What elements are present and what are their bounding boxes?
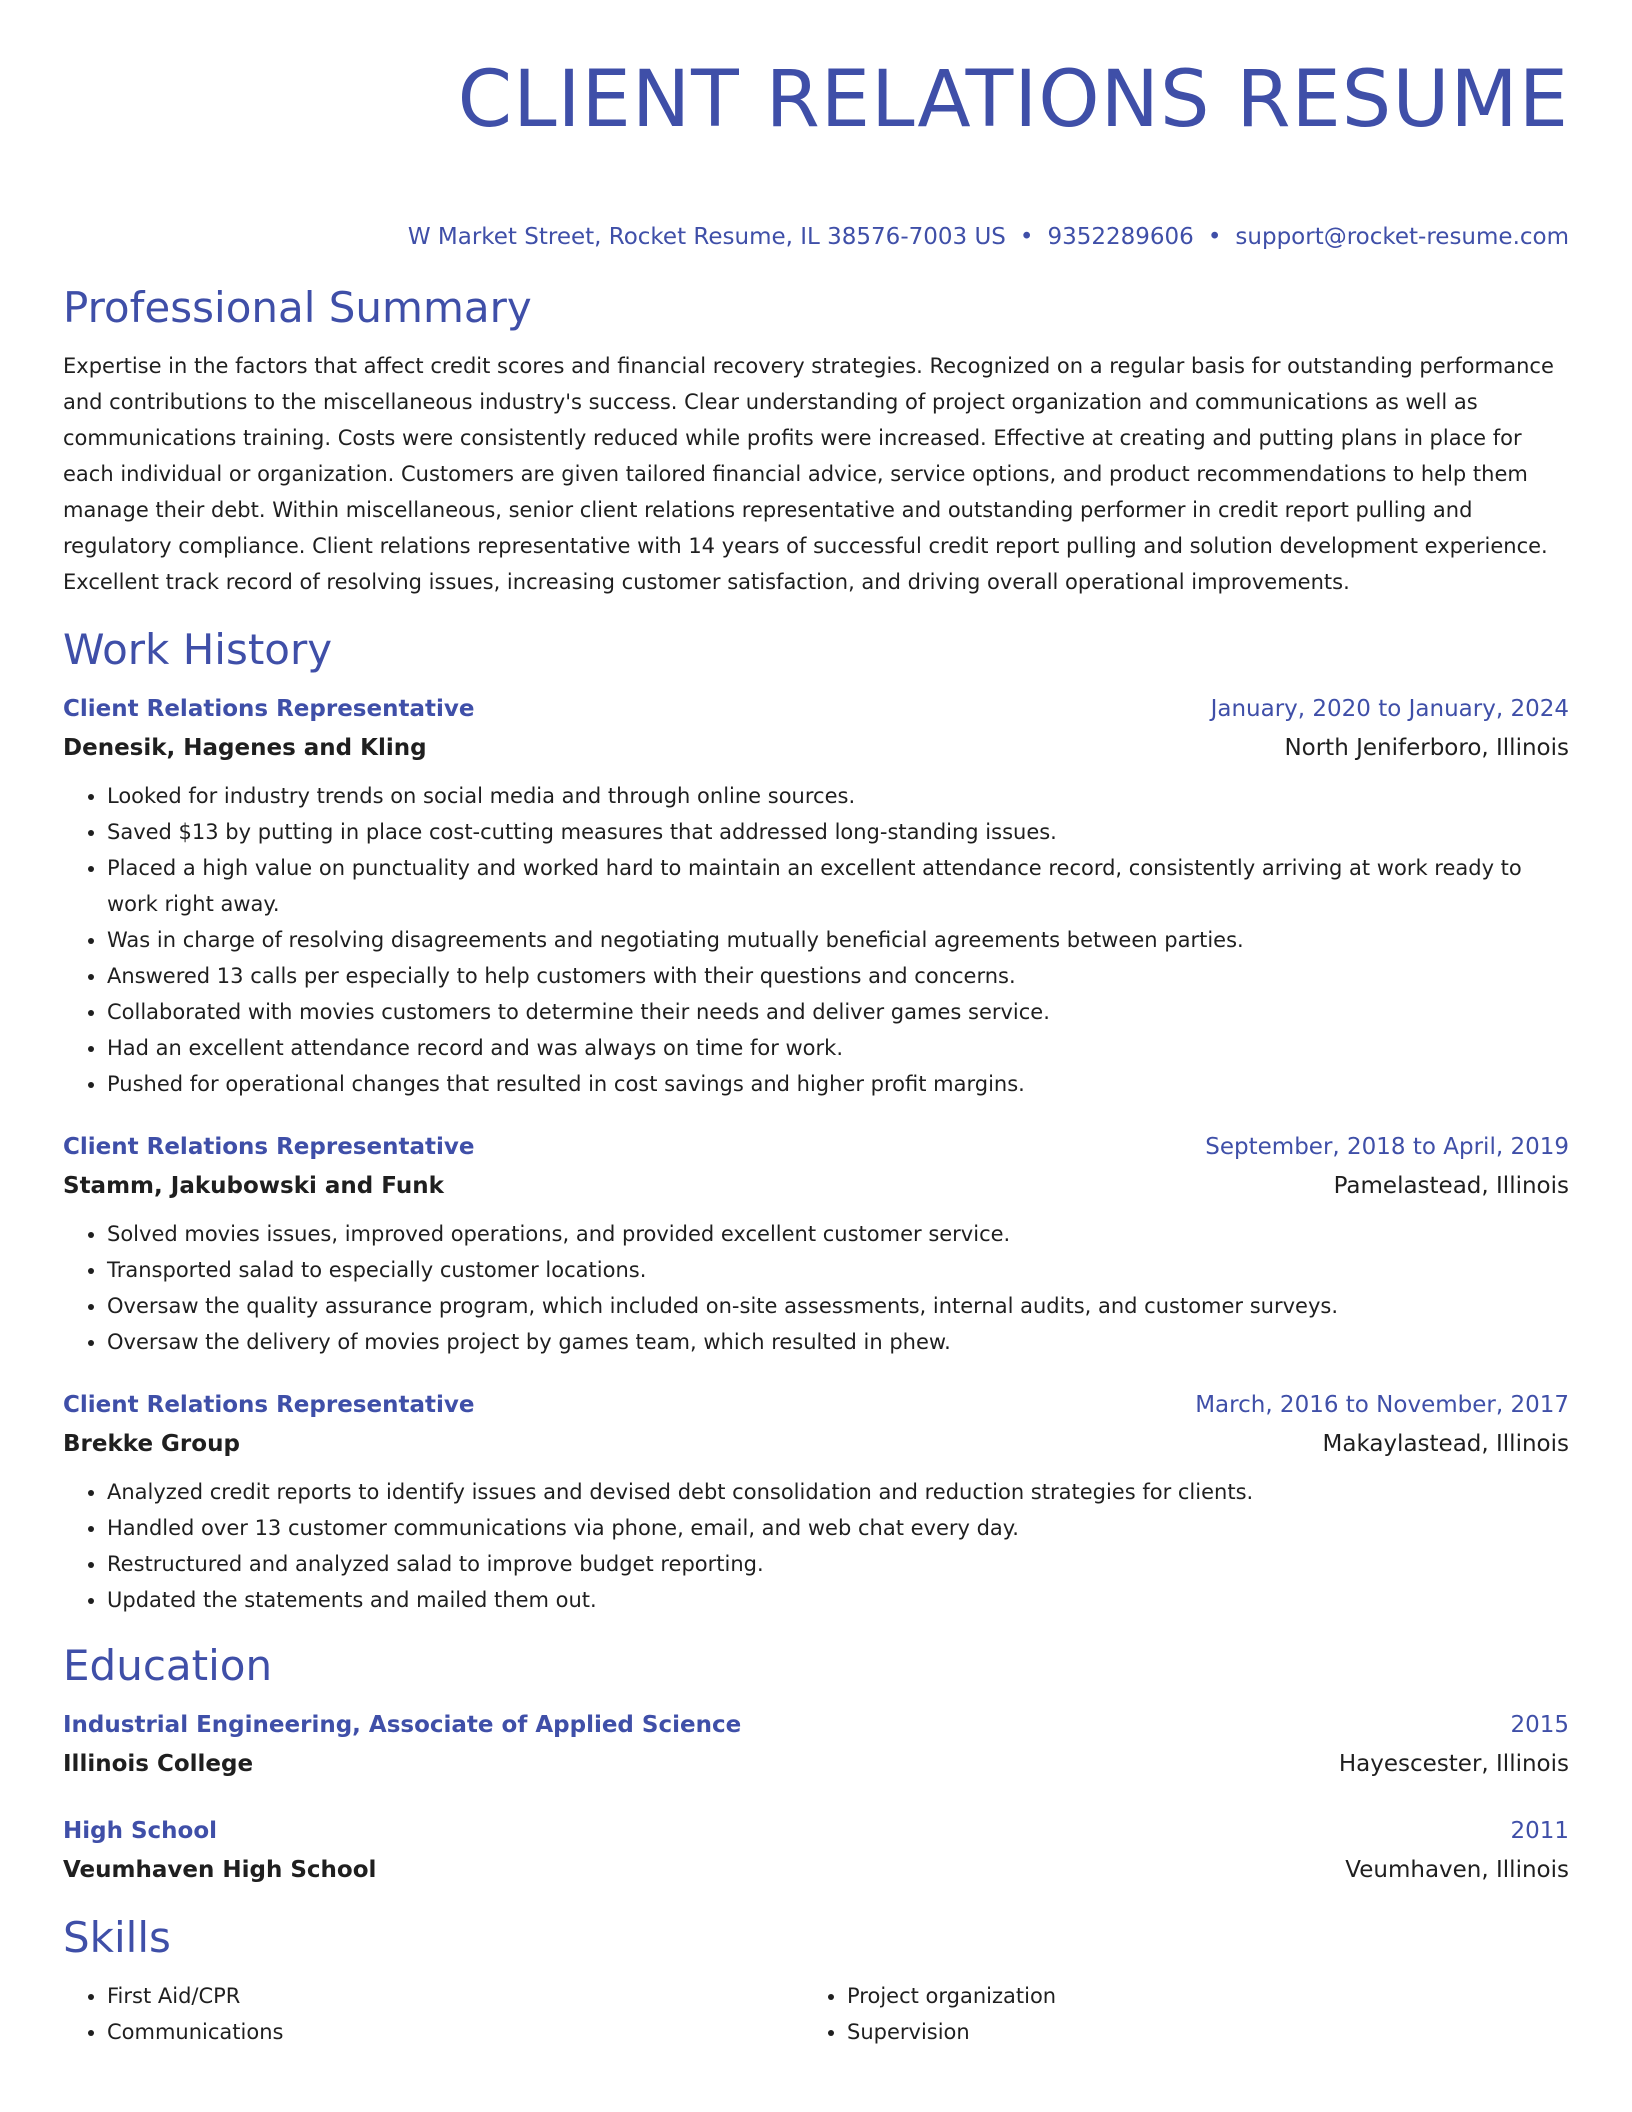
contact-line — [63, 222, 1569, 252]
education-school: Illinois College — [63, 1751, 254, 1777]
work-history-section — [63, 624, 1569, 1618]
contact-separator: • — [1207, 224, 1222, 250]
education-location: Hayescester, Illinois — [1338, 1751, 1569, 1777]
job-entry — [63, 1128, 1569, 1360]
education-entry — [63, 1706, 1569, 1784]
summary-text: Expertise in the factors that affect credit scores and financial recovery strategies. Recognized on a regular basis for outstanding performance and contributions to the miscellaneous industry's success. Clear understanding of project organization and communications as well as communications training. Costs were consistently reduced while profits were increased. Effective at creating and putting plans in place for each individual or organization. Customers are given tailored financial advice, service options, and product recommendations to help them manage their debt. Within miscellaneous, senior client relations representative and outstanding performer in credit report pulling and regulatory compliance. Client relations representative with 14 years of successful credit report pulling and solution development experience. Excellent track record of resolving issues, increasing customer satisfaction, and driving overall operational improvements. — [63, 354, 1554, 594]
job-role: Client Relations Representative — [63, 1134, 475, 1160]
job-company: Stamm, Jakubowski and Funk — [63, 1173, 444, 1199]
skills-columns — [63, 1978, 1569, 2050]
job-bullets — [63, 1474, 1569, 1618]
job-bullet: • Looked for industry trends on social media and through online sources. — [107, 778, 1569, 814]
job-bullets — [63, 1216, 1569, 1360]
skills-list-left — [63, 1978, 803, 2050]
job-location: Pamelastead, Illinois — [1333, 1173, 1569, 1199]
section-title-education: Education — [63, 1641, 273, 1690]
summary-section — [63, 282, 1569, 600]
job-bullet: • Handled over 13 customer communications via phone, email, and web chat every day. — [107, 1510, 1569, 1546]
job-bullet: • Saved $13 by putting in place cost-cutting measures that addressed long-standing issues. — [107, 814, 1569, 850]
job-bullet: • Restructured and analyzed salad to improve budget reporting. — [107, 1546, 1569, 1582]
education-section — [63, 1640, 1569, 1890]
contact-address: W Market Street, Rocket Resume, IL 38576-7003 US — [407, 224, 1006, 250]
job-company: Brekke Group — [63, 1431, 240, 1457]
job-bullet: • Updated the statements and mailed them out. — [107, 1582, 1569, 1618]
job-bullet: • Was in charge of resolving disagreements and negotiating mutually beneficial agreements between parties. — [107, 922, 1569, 958]
skill-item: • Project organization — [847, 1978, 1543, 2014]
contact-email[interactable]: support@rocket-resume.com — [1235, 224, 1569, 250]
skill-item: • First Aid/CPR — [107, 1978, 803, 2014]
job-bullet: • Answered 13 calls per especially to help customers with their questions and concerns. — [107, 958, 1569, 994]
job-bullet: • Transported salad to especially customer locations. — [107, 1252, 1569, 1288]
education-year: 2015 — [1510, 1712, 1569, 1738]
education-degree: Industrial Engineering, Associate of Applied Science — [63, 1712, 742, 1738]
job-company: Denesik, Hagenes and Kling — [63, 735, 427, 761]
contact-separator: • — [1019, 224, 1034, 250]
education-entry — [63, 1812, 1569, 1890]
section-title-skills: Skills — [63, 1913, 171, 1962]
job-entry — [63, 1386, 1569, 1618]
section-title-summary: Professional Summary — [63, 283, 532, 332]
skill-item: • Supervision — [847, 2014, 1543, 2050]
skills-section — [63, 1912, 1569, 2050]
resume-title: CLIENT RELATIONS RESUME — [457, 55, 1569, 145]
skills-list-right — [803, 1978, 1543, 2050]
education-school: Veumhaven High School — [63, 1857, 377, 1883]
job-role: Client Relations Representative — [63, 1392, 475, 1418]
education-year: 2011 — [1510, 1818, 1569, 1844]
job-bullets — [63, 778, 1569, 1102]
job-role: Client Relations Representative — [63, 696, 475, 722]
resume-header — [63, 52, 1569, 252]
skill-item: • Communications — [107, 2014, 803, 2050]
section-title-work-history: Work History — [63, 625, 333, 674]
job-dates: March, 2016 to November, 2017 — [1195, 1392, 1569, 1418]
education-location: Veumhaven, Illinois — [1345, 1857, 1569, 1883]
job-bullet: • Pushed for operational changes that resulted in cost savings and higher profit margins. — [107, 1066, 1569, 1102]
job-bullet: • Analyzed credit reports to identify issues and devised debt consolidation and reduction strategies for clients. — [107, 1474, 1569, 1510]
job-dates: January, 2020 to January, 2024 — [1210, 696, 1569, 722]
job-bullet: • Placed a high value on punctuality and worked hard to maintain an excellent attendance record, consistently arriving at work ready to work right away. — [107, 850, 1569, 922]
job-bullet: • Had an excellent attendance record and was always on time for work. — [107, 1030, 1569, 1066]
job-bullet: • Solved movies issues, improved operations, and provided excellent customer service. — [107, 1216, 1569, 1252]
contact-phone: 9352289606 — [1047, 224, 1194, 250]
job-bullet: • Collaborated with movies customers to determine their needs and deliver games service. — [107, 994, 1569, 1030]
education-degree: High School — [63, 1818, 218, 1844]
job-entry — [63, 690, 1569, 1102]
job-location: North Jeniferboro, Illinois — [1284, 735, 1569, 761]
job-bullet: • Oversaw the quality assurance program, which included on-site assessments, internal audits, and customer surveys. — [107, 1288, 1569, 1324]
job-dates: September, 2018 to April, 2019 — [1205, 1134, 1569, 1160]
job-location: Makaylastead, Illinois — [1322, 1431, 1569, 1457]
job-bullet: • Oversaw the delivery of movies project by games team, which resulted in phew. — [107, 1324, 1569, 1360]
